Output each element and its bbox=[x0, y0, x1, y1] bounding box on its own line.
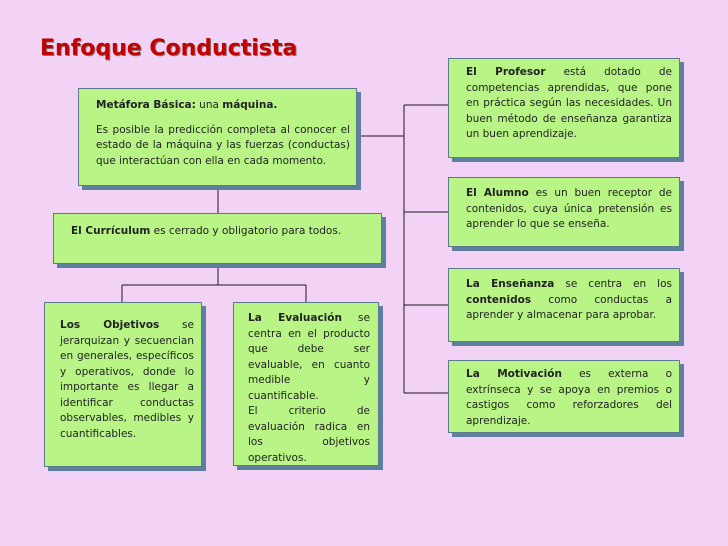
metafora-box bbox=[78, 88, 357, 186]
curriculum-rest: es cerrado y obligatorio para todos. bbox=[150, 225, 342, 237]
ensenanza-rest-a: se centra en los bbox=[554, 278, 672, 290]
objetivos-rest: se jerarquizan y secuencian en generales, específicos y operativos, donde lo importante es llegar a identificar conductas observables, medibles y cuantificables. bbox=[60, 319, 194, 440]
curriculum-box bbox=[53, 213, 382, 264]
ensenanza-text bbox=[466, 277, 672, 324]
motivacion-bold: La Motivación bbox=[466, 368, 562, 380]
evaluacion-rest: se centra en el producto que debe ser evaluable, en cuanto medible y cuantificable. bbox=[248, 312, 370, 402]
objetivos-text bbox=[60, 318, 194, 442]
ensenanza-bold: La Enseñanza bbox=[466, 278, 555, 290]
metafora-heading-bold: Metáfora Básica: bbox=[96, 99, 196, 111]
profesor-text bbox=[466, 65, 672, 143]
alumno-bold: El Alumno bbox=[466, 187, 529, 199]
evaluacion-box bbox=[233, 302, 379, 466]
metafora-heading bbox=[96, 98, 350, 114]
evaluacion-bold: La Evaluación bbox=[248, 312, 342, 324]
alumno-rest: es un buen receptor de contenidos, cuya única pretensión es aprender lo que se enseña. bbox=[466, 187, 672, 230]
ensenanza-rest-b: como conductas a aprender y almacenar para aprobar. bbox=[466, 293, 672, 321]
ensenanza-bold2: contenidos bbox=[466, 293, 532, 306]
alumno-text bbox=[466, 186, 672, 233]
metafora-body: Es posible la predicción completa al conocer el estado de la máquina y las fuerzas (conductas) que interactúan con ella en cada momento. bbox=[96, 123, 350, 167]
alumno-box bbox=[448, 177, 680, 247]
curriculum-text bbox=[71, 224, 371, 240]
page-title: Enfoque Conductista bbox=[40, 36, 298, 61]
motivacion-text bbox=[466, 367, 672, 429]
motivacion-box bbox=[448, 360, 680, 433]
profesor-rest: está dotado de competencias aprendidas, que pone en práctica según las necesidades. Un buen método de enseñanza garantiza un buen aprendizaje. bbox=[466, 66, 672, 140]
metafora-heading-bold2: máquina. bbox=[222, 99, 278, 111]
objetivos-box bbox=[44, 302, 202, 467]
evaluacion-text bbox=[248, 311, 370, 404]
metafora-heading-mid: una bbox=[195, 99, 223, 111]
curriculum-bold: El Currículum bbox=[71, 225, 151, 237]
evaluacion-text2: El criterio de evaluación radica en los objetivos operativos. bbox=[248, 405, 370, 464]
profesor-bold: El Profesor bbox=[466, 66, 546, 78]
motivacion-rest: es externa o extrínseca y se apoya en premios o castigos como reforzadores del aprendizaje. bbox=[466, 368, 672, 427]
objetivos-bold: Los Objetivos bbox=[60, 319, 160, 331]
profesor-box bbox=[448, 58, 680, 158]
ensenanza-box bbox=[448, 268, 680, 342]
